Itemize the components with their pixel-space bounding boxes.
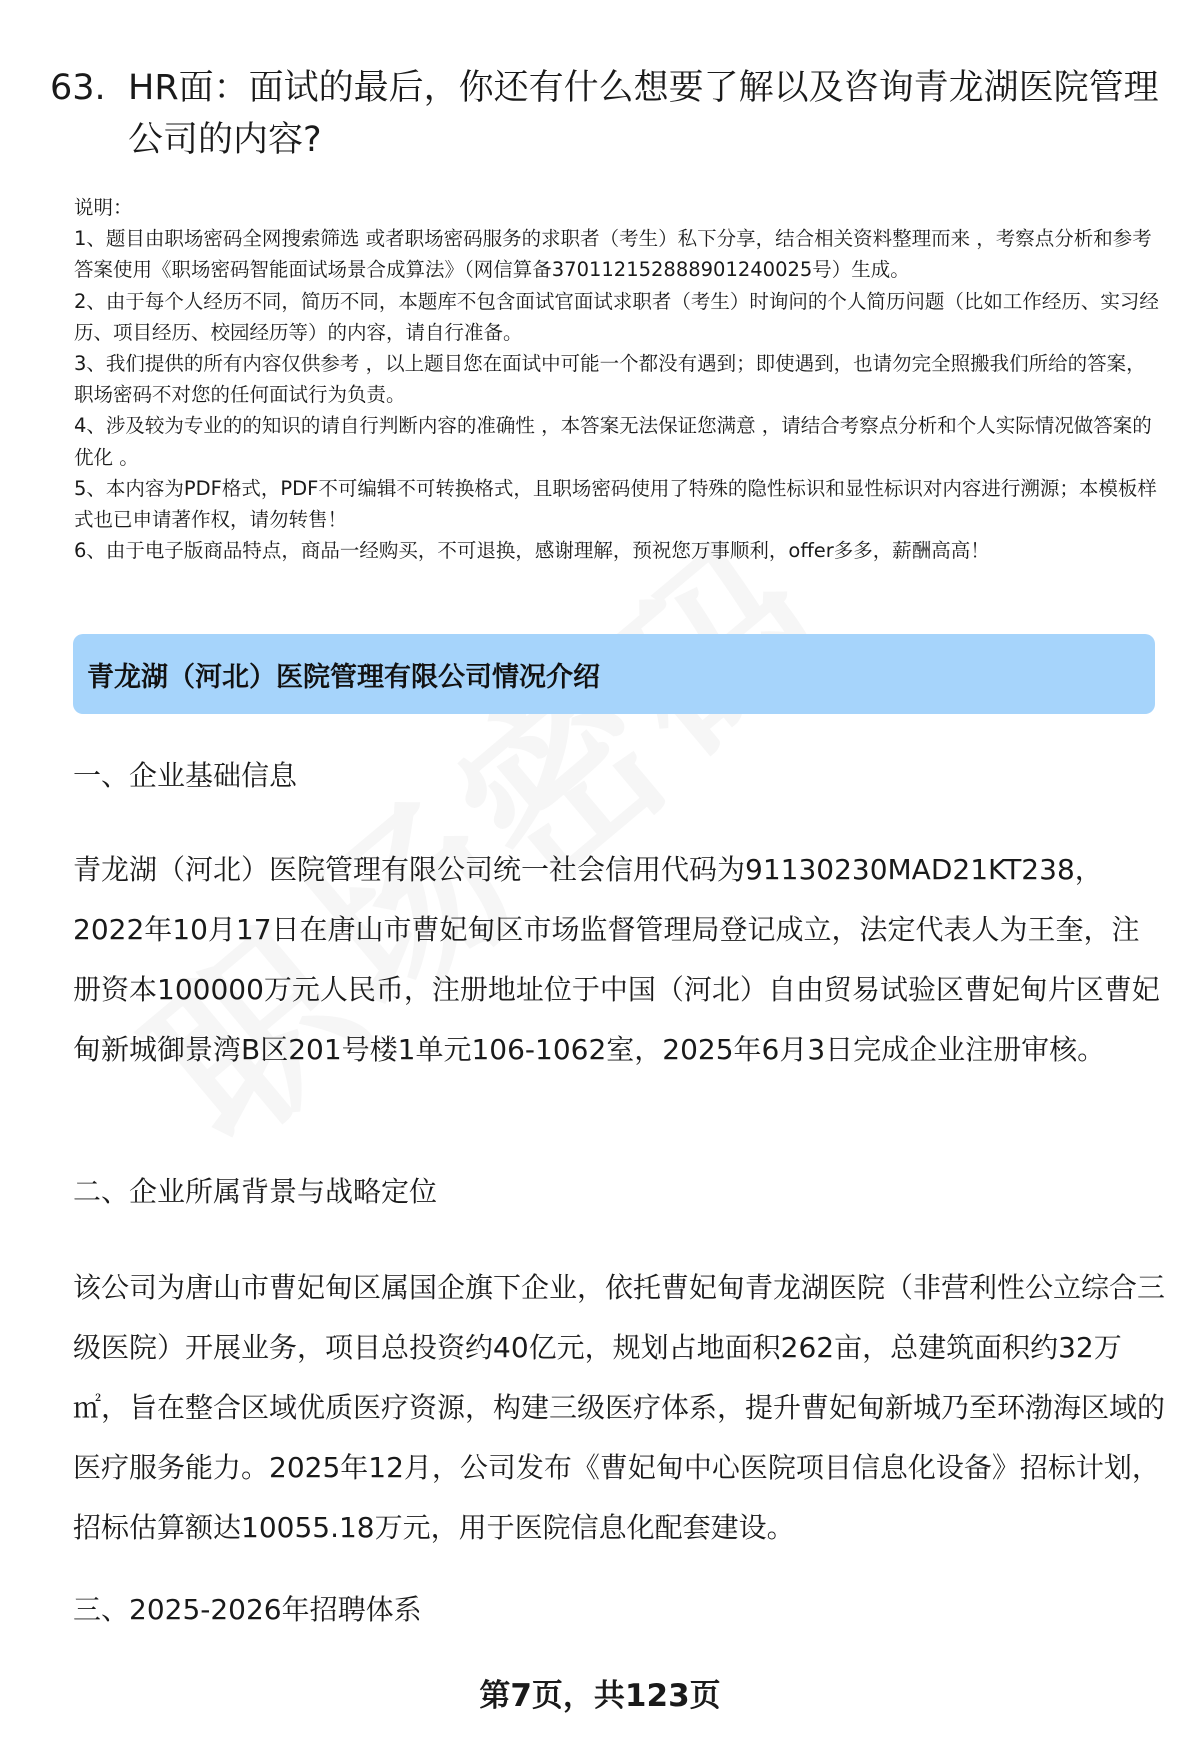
section-banner-title: 青龙湖（河北）医院管理有限公司情况介绍 <box>87 661 600 693</box>
notes-item: 4、涉及较为专业的的知识的请自行判断内容的准确性 ，本答案无法保证您满意 ，请结合考察点分析和个人实际情况做答案的优化 。 <box>74 414 1152 469</box>
section-body: 该公司为唐山市曹妃甸区属国企旗下企业，依托曹妃甸青龙湖医院（非营利性公立综合三级医院）开展业务，项目总投资约40亿元，规划占地面积262亩，总建筑面积约32万㎡，旨在整合区域优质医疗资源，构建三级医疗体系，提升曹妃甸新城乃至环渤海区域的医疗服务能力。2025年12月，公司发布《曹妃甸中心医院项目信息化设备》招标计划，招标估算额达10055.18万元，用于医院信息化配套建设。 <box>73 1271 1166 1544</box>
notes-item: 1、题目由职场密码全网搜索筛选 或者职场密码服务的求职者（考生）私下分享，结合相关资料整理而来 ，考察点分析和参考答案使用《职场密码智能面试场景合成算法》（网信算备370112152888901240025号）生成。 <box>74 227 1152 282</box>
notes-item: 3、我们提供的所有内容仅供参考 ，以上题目您在面试中可能一个都没有遇到；即使遇到，也请勿完全照搬我们所给的答案，职场密码不对您的任何面试行为负责。 <box>74 352 1146 407</box>
section-paragraph <box>73 1258 1165 1558</box>
question-heading <box>50 62 1160 166</box>
notes-item: 6、由于电子版商品特点，商品一经购买，不可退换，感谢理解，预祝您万事顺利，offer多多，薪酬高高！ <box>74 539 990 563</box>
section-heading: 二、企业所属背景与战略定位 <box>73 1175 438 1208</box>
section-body: 青龙湖（河北）医院管理有限公司统一社会信用代码为91130230MAD21KT238，2022年10月17日在唐山市曹妃甸区市场监督管理局登记成立，法定代表人为王奎，注册资本100000万元人民币，注册地址位于中国（河北）自由贸易试验区曹妃甸片区曹妃甸新城御景湾B区201号楼1单元106-1062室，2025年6月3日完成企业注册审核。 <box>73 853 1160 1066</box>
question-number: 63. <box>50 68 106 108</box>
section-heading: 一、企业基础信息 <box>73 759 298 792</box>
notes-item: 2、由于每个人经历不同，简历不同，本题库不包含面试官面试求职者（考生）时询问的个人简历问题（比如工作经历、实习经历、项目经历、校园经历等）的内容，请自行准备。 <box>74 289 1159 344</box>
section-heading: 三、2025-2026年招聘体系 <box>73 1593 422 1626</box>
section-banner <box>73 634 1155 714</box>
notes-title: 说明： <box>74 196 133 219</box>
section-paragraph <box>73 840 1165 1080</box>
page-footer: 第7页，共123页 <box>479 1678 721 1714</box>
notes-item: 5、本内容为PDF格式，PDF不可编辑不可转换格式，且职场密码使用了特殊的隐性标识和显性标识对内容进行溯源；本模板样式也已申请著作权，请勿转售！ <box>74 476 1157 532</box>
question-text: HR面：面试的最后，你还有什么想要了解以及咨询青龙湖医院管理公司的内容? <box>128 68 1159 160</box>
notes-block <box>74 192 1164 566</box>
